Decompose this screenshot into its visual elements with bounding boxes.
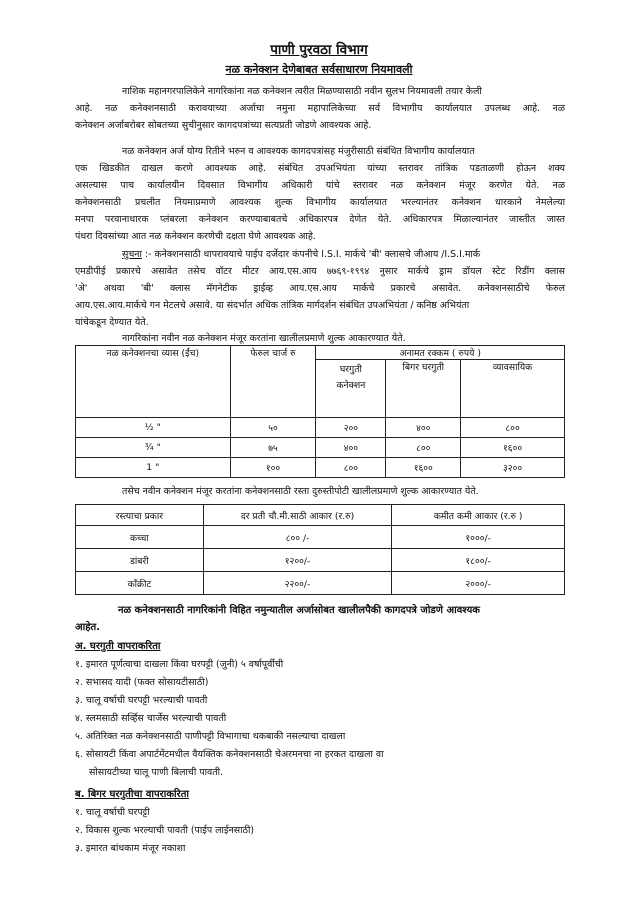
cell-nondomestic: ८०० (386, 438, 461, 458)
cell-min: १०००/- (392, 526, 565, 549)
docs-intro-line: आहेत. (75, 622, 101, 633)
list-item: ४. स्लमसाठी सर्व्हिस चार्जेस भरल्याची पावती (75, 713, 227, 724)
cell-ferrule: ७५ (230, 438, 316, 458)
table2-intro: तसेच नवीन कनेक्शन मंजूर करतांना कनेक्शनसाठी रस्ता दुरुस्तीपोटी खालीलप्रमाणे शुल्क आकारण्यात येते. (122, 486, 479, 497)
cell-rate: २२००/- (203, 572, 392, 595)
col-header-min: कमीत कमी आकार (र.रु ) (392, 505, 565, 526)
list-item: २. सभासद यादी (फक्त सोसायटीसाठी) (75, 677, 209, 688)
cell-nondomestic: १६०० (386, 458, 461, 478)
fee-table (75, 345, 565, 478)
list-item: १. इमारत पूर्णत्वाचा दाखला किंवा घरपट्टी (जुनी) ५ वर्षापूर्वीची (75, 659, 284, 670)
para1-line: कनेक्शन अर्जाबरोबर सोबतच्या सुचीनुसार कागदपत्रांच्या सत्यप्रती जोडणे आवश्यक आहे. (75, 120, 372, 131)
cell-nondomestic: ४०० (386, 418, 461, 438)
cell-road: डांबरी (76, 549, 204, 572)
note-line: 'अे' अथवा 'बी' क्लास मॅगनेटीक ड्राईव्ह आय.एस.आय मार्कचे प्रकारचे असावेत. कनेक्शनसाठीचे फेरुल (75, 283, 565, 294)
col-header-size: नळ कनेक्शनचा व्यास (ईंच) (76, 346, 231, 418)
table-row (76, 418, 565, 438)
list-item: सोसायटीच्या चालू पाणी बिलाची पावती. (89, 767, 223, 778)
list-item: ६. सोसायटी किंवा अपार्टमेंटमधील वैयक्तिक कनेक्शनसाठी चेअरमनचा ना हरकत दाखला वा (75, 749, 384, 760)
table-row (76, 572, 565, 595)
list-item: ५. अतिरिक्त नळ कनेक्शनसाठी पाणीपट्टी विभागाचा थकबाकी नसल्याचा दाखला (75, 731, 346, 742)
note-text: :- कनेक्शनसाठी धापरावयाचे पाईप दर्जेदार कंपनीचे I.S.I. मार्कचे 'बी' क्लासचे जीआय /I.S.I.मार्क (144, 249, 481, 260)
cell-ferrule: १०० (230, 458, 316, 478)
col-header-deposit: अनामत रक्कम ( रुपये ) (316, 346, 565, 360)
para2-line: पंधरा दिवसांच्या आत नळ कनेक्शन करणेची दक्षता घेणे आवश्यक आहे. (75, 231, 316, 242)
section-b-heading: ब. बिगर घरगुतीचा वापराकरिता (75, 789, 189, 800)
list-item: ३. इमारत बांधकाम मंजूर नकाशा (75, 843, 186, 854)
cell-domestic: ८०० (316, 458, 386, 478)
cell-road: कच्चा (76, 526, 204, 549)
list-item: ३. चालू वर्षाची घरपट्टी भरल्याची पावती (75, 695, 208, 706)
road-fee-table (75, 504, 565, 595)
col-header-road: रस्त्याचा प्रकार (76, 505, 204, 526)
col-header-commercial: व्यावसायिक (461, 360, 565, 418)
table-row (76, 438, 565, 458)
cell-size: ½ " (76, 418, 231, 438)
docs-intro-line: नळ कनेक्शनसाठी नागरिकांनी विहित नमुन्यातील अर्जासोबत खालीलपैकी कागदपत्रे जोडणे आवश्यक (118, 605, 480, 616)
cell-commercial: १६०० (461, 438, 565, 458)
cell-domestic: ४०० (316, 438, 386, 458)
cell-min: २०००/- (392, 572, 565, 595)
col-header-domestic: घरगुती कनेक्शन (316, 360, 386, 418)
table-row (76, 526, 565, 549)
table-row (76, 458, 565, 478)
section-a-heading: अ. घरगुती वापराकरिता (75, 641, 161, 652)
note-line: यांचेकडून देण्यात येते. (75, 317, 149, 328)
para2-line: कनेक्शनसाठी प्रचलीत नियमाप्रमाणे आवश्यक शुल्क विभागीय कार्यालयात भरल्यानंतर कनेक्शन धारकाने नेमलेल्या (75, 197, 565, 208)
cell-commercial: ८०० (461, 418, 565, 438)
para2-line: नळ कनेक्शन अर्ज योग्य रितीने भरुन व आवश्यक कागदपत्रांसह मंजुरीसाठी संबंधित विभागीय कार्यालयात (122, 146, 475, 157)
table1-intro: नागरिकांना नवीन नळ कनेक्शन मंजूर करतांना खालीलप्रमाणे शुल्क आकारण्यात येते. (122, 333, 406, 344)
table-row (76, 549, 565, 572)
col-header-rate: दर प्रती चौ.मी.साठी आकार (र.रु) (203, 505, 392, 526)
para2-line: मनपा परवानाधारक प्लंबरला कनेक्शन करण्याबाबतचे अधिकारपत्र देणेत येते. अधिकारपत्र मिळाल्यानंतर जास्तीत जास्त (75, 214, 565, 225)
note-line (122, 248, 565, 261)
page-subtitle: नळ कनेक्शन देणेबाबत सर्वसाधारण नियमावली (225, 63, 413, 76)
para2-line: एक खिडकीत दाखल करणे आवश्यक आहे. संबंधित उपअभियंता यांच्या स्तरावर तांत्रिक पडताळणी होऊन शक्य (75, 163, 565, 174)
cell-domestic: २०० (316, 418, 386, 438)
cell-commercial: ३२०० (461, 458, 565, 478)
cell-min: १८००/- (392, 549, 565, 572)
cell-rate: ८०० /- (203, 526, 392, 549)
cell-rate: १२००/- (203, 549, 392, 572)
para2-line: असल्यास पाच कार्यालयीन दिवसात विभागीय अधिकारी यांचे स्तरावर नळ कनेक्शन मंजूर करणेत येते. नळ (75, 180, 565, 191)
cell-size: 1 " (76, 458, 231, 478)
para1-line: नाशिक महानगरपालिकेने नागरिकांना नळ कनेक्शन त्वरीत मिळण्यासाठी नवीन सुलभ नियमावली तयार केली (122, 86, 482, 97)
note-line: एमडीपीई प्रकारचे असावेत तसेच वॉटर मीटर आय.एस.आय ७७६९-१९९४ नुसार मार्कचे ड्राम डॉयल स्टेट रिडींग क्लास (75, 266, 565, 277)
para1-line: आहे. नळ कनेक्शनसाठी करावयाच्या अर्जाचा नमुना महापालिकेच्या सर्व विभागीय कार्यालयात उपलब्ध आहे. नळ (75, 103, 565, 114)
cell-size: ¾ " (76, 438, 231, 458)
list-item: २. विकास शुल्क भरल्याची पावती (पाईप लाईनसाठी) (75, 825, 255, 836)
col-header-ferrule: फेरुल चार्ज रु (230, 346, 316, 418)
page-title: पाणी पुरवठा विभाग (270, 42, 368, 58)
cell-ferrule: ५० (230, 418, 316, 438)
note-line: आय.एस.आय.मार्कचे गन मेटलचे असावे. या संदर्भात अधिक तांत्रिक मार्गदर्शन संबंधित उपअभियंता / कनिष्ठ अभियंता (75, 300, 470, 311)
col-header-nondomestic: बिगर घरगुती (386, 360, 461, 418)
note-label: सुचना (122, 249, 142, 260)
cell-road: कॉंक्रीट (76, 572, 204, 595)
list-item: १. चालू वर्षाची घरपट्टी (75, 807, 150, 818)
